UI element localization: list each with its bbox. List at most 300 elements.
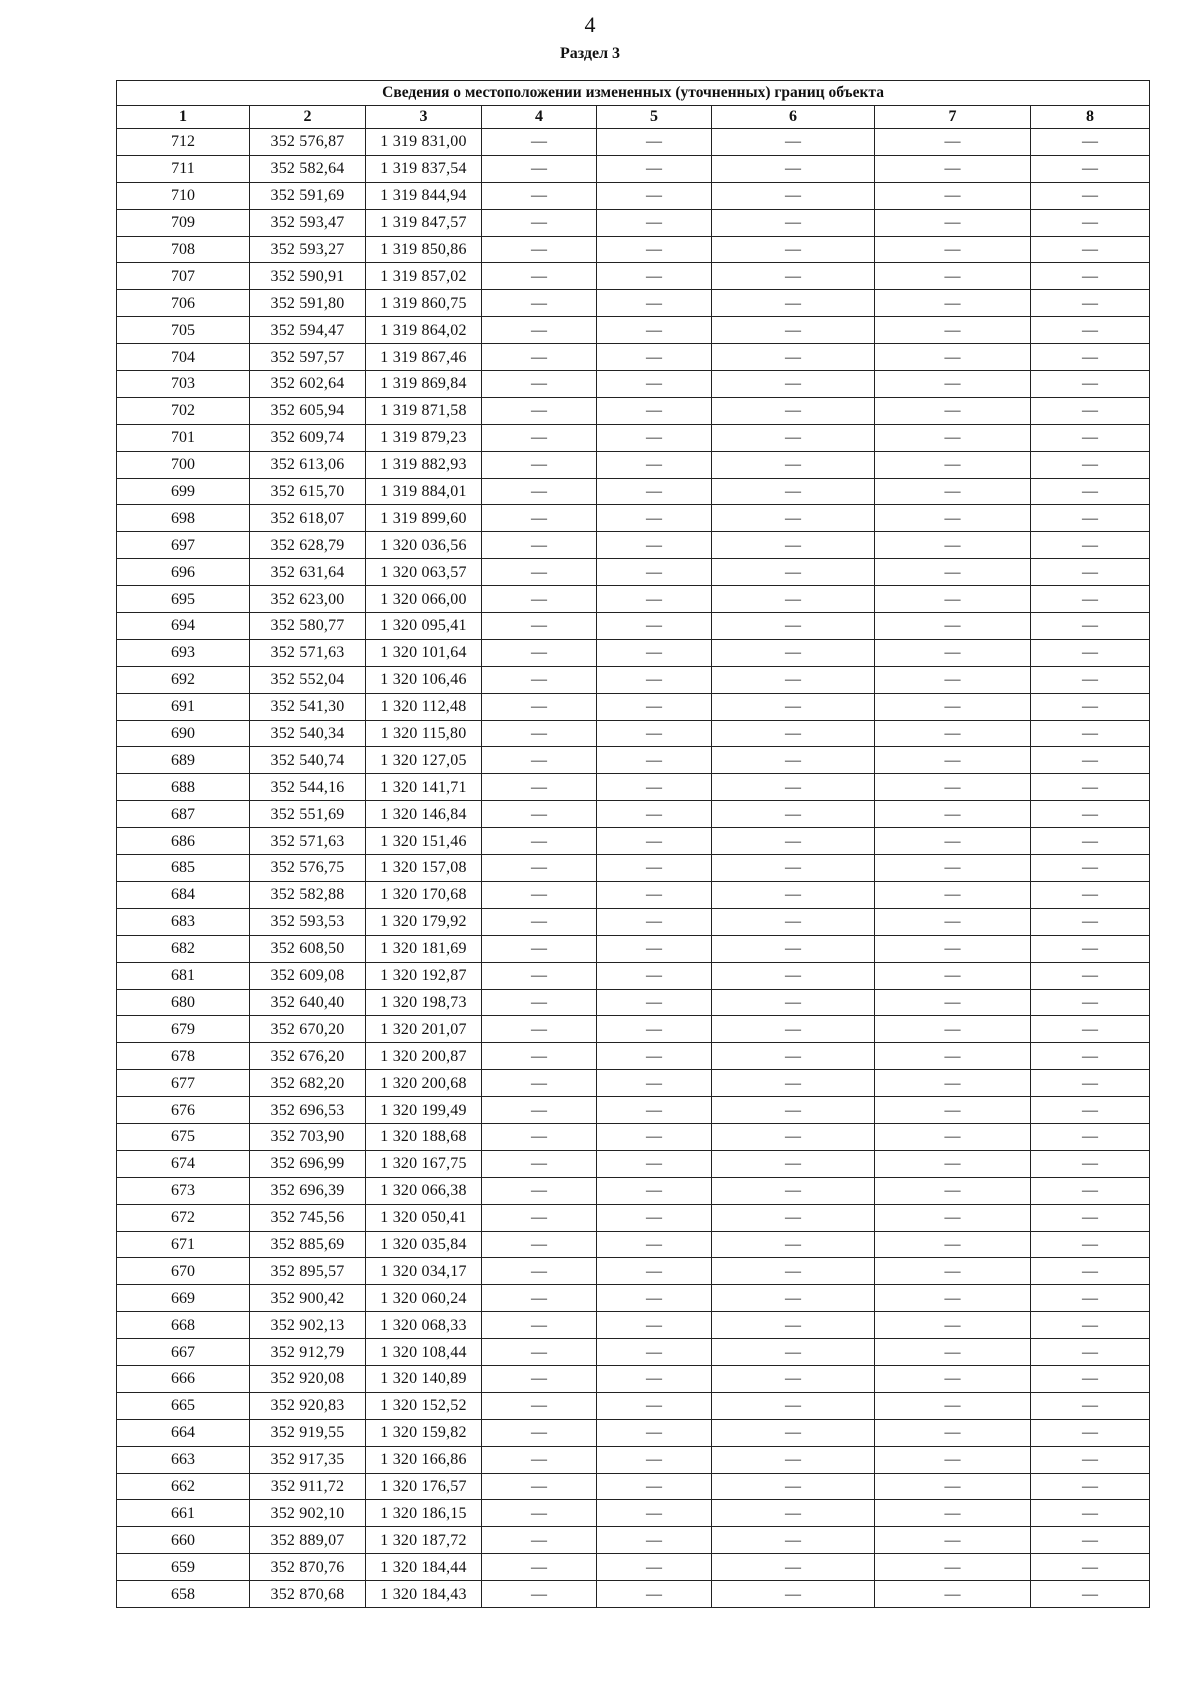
- empty-value-dash: —: [482, 317, 597, 344]
- empty-value-dash: —: [482, 1070, 597, 1097]
- empty-value-dash: —: [1031, 881, 1150, 908]
- empty-value-dash: —: [875, 639, 1031, 666]
- table-row: [117, 155, 1150, 182]
- x-coordinate-cell: 352 623,00: [250, 586, 366, 613]
- empty-value-dash: —: [1031, 1554, 1150, 1581]
- point-number-cell: 699: [117, 478, 250, 505]
- x-coordinate-cell: 352 593,27: [250, 236, 366, 263]
- y-coordinate-cell: 1 320 157,08: [366, 855, 482, 882]
- empty-value-dash: —: [597, 290, 712, 317]
- empty-value-dash: —: [597, 451, 712, 478]
- y-coordinate-cell: 1 320 186,15: [366, 1500, 482, 1527]
- empty-value-dash: —: [712, 129, 875, 156]
- empty-value-dash: —: [1031, 1285, 1150, 1312]
- empty-value-dash: —: [875, 532, 1031, 559]
- x-coordinate-cell: 352 870,76: [250, 1554, 366, 1581]
- y-coordinate-cell: 1 319 879,23: [366, 424, 482, 451]
- table-row: [117, 1231, 1150, 1258]
- empty-value-dash: —: [875, 962, 1031, 989]
- empty-value-dash: —: [1031, 532, 1150, 559]
- x-coordinate-cell: 352 895,57: [250, 1258, 366, 1285]
- empty-value-dash: —: [597, 855, 712, 882]
- empty-value-dash: —: [712, 720, 875, 747]
- empty-value-dash: —: [875, 182, 1031, 209]
- empty-value-dash: —: [597, 1231, 712, 1258]
- empty-value-dash: —: [482, 129, 597, 156]
- point-number-cell: 688: [117, 774, 250, 801]
- empty-value-dash: —: [875, 397, 1031, 424]
- empty-value-dash: —: [712, 908, 875, 935]
- empty-value-dash: —: [712, 263, 875, 290]
- empty-value-dash: —: [482, 344, 597, 371]
- table-row: [117, 828, 1150, 855]
- empty-value-dash: —: [597, 1419, 712, 1446]
- y-coordinate-cell: 1 319 837,54: [366, 155, 482, 182]
- y-coordinate-cell: 1 320 201,07: [366, 1016, 482, 1043]
- point-number-cell: 687: [117, 801, 250, 828]
- empty-value-dash: —: [1031, 1312, 1150, 1339]
- x-coordinate-cell: 352 580,77: [250, 613, 366, 640]
- column-number: 5: [597, 106, 712, 129]
- table-caption-row: [117, 81, 1150, 106]
- point-number-cell: 675: [117, 1123, 250, 1150]
- empty-value-dash: —: [482, 1527, 597, 1554]
- empty-value-dash: —: [482, 1016, 597, 1043]
- empty-value-dash: —: [712, 236, 875, 263]
- empty-value-dash: —: [482, 424, 597, 451]
- point-number-cell: 678: [117, 1043, 250, 1070]
- y-coordinate-cell: 1 320 181,69: [366, 935, 482, 962]
- y-coordinate-cell: 1 319 899,60: [366, 505, 482, 532]
- empty-value-dash: —: [597, 935, 712, 962]
- point-number-cell: 691: [117, 693, 250, 720]
- point-number-cell: 692: [117, 666, 250, 693]
- empty-value-dash: —: [875, 263, 1031, 290]
- empty-value-dash: —: [482, 881, 597, 908]
- empty-value-dash: —: [875, 209, 1031, 236]
- empty-value-dash: —: [482, 1150, 597, 1177]
- empty-value-dash: —: [597, 371, 712, 398]
- y-coordinate-cell: 1 319 884,01: [366, 478, 482, 505]
- point-number-cell: 679: [117, 1016, 250, 1043]
- empty-value-dash: —: [875, 1446, 1031, 1473]
- point-number-cell: 695: [117, 586, 250, 613]
- empty-value-dash: —: [482, 962, 597, 989]
- empty-value-dash: —: [875, 1554, 1031, 1581]
- empty-value-dash: —: [597, 317, 712, 344]
- x-coordinate-cell: 352 640,40: [250, 989, 366, 1016]
- point-number-cell: 683: [117, 908, 250, 935]
- table-row: [117, 935, 1150, 962]
- table-row: [117, 747, 1150, 774]
- empty-value-dash: —: [482, 1500, 597, 1527]
- empty-value-dash: —: [597, 747, 712, 774]
- empty-value-dash: —: [482, 828, 597, 855]
- empty-value-dash: —: [482, 1392, 597, 1419]
- empty-value-dash: —: [875, 666, 1031, 693]
- empty-value-dash: —: [1031, 155, 1150, 182]
- y-coordinate-cell: 1 320 068,33: [366, 1312, 482, 1339]
- empty-value-dash: —: [597, 1258, 712, 1285]
- empty-value-dash: —: [712, 935, 875, 962]
- empty-value-dash: —: [597, 1016, 712, 1043]
- empty-value-dash: —: [1031, 1392, 1150, 1419]
- y-coordinate-cell: 1 319 860,75: [366, 290, 482, 317]
- x-coordinate-cell: 352 551,69: [250, 801, 366, 828]
- empty-value-dash: —: [597, 1043, 712, 1070]
- point-number-cell: 662: [117, 1473, 250, 1500]
- empty-value-dash: —: [482, 720, 597, 747]
- empty-value-dash: —: [597, 129, 712, 156]
- point-number-cell: 673: [117, 1177, 250, 1204]
- table-row: [117, 1123, 1150, 1150]
- empty-value-dash: —: [1031, 1123, 1150, 1150]
- empty-value-dash: —: [712, 1123, 875, 1150]
- empty-value-dash: —: [1031, 505, 1150, 532]
- empty-value-dash: —: [712, 1070, 875, 1097]
- empty-value-dash: —: [875, 1419, 1031, 1446]
- x-coordinate-cell: 352 591,69: [250, 182, 366, 209]
- empty-value-dash: —: [597, 1581, 712, 1608]
- empty-value-dash: —: [597, 182, 712, 209]
- empty-value-dash: —: [1031, 209, 1150, 236]
- empty-value-dash: —: [875, 1016, 1031, 1043]
- empty-value-dash: —: [875, 371, 1031, 398]
- empty-value-dash: —: [1031, 1150, 1150, 1177]
- column-number: 6: [712, 106, 875, 129]
- point-number-cell: 667: [117, 1339, 250, 1366]
- y-coordinate-cell: 1 319 831,00: [366, 129, 482, 156]
- empty-value-dash: —: [1031, 344, 1150, 371]
- y-coordinate-cell: 1 320 167,75: [366, 1150, 482, 1177]
- empty-value-dash: —: [712, 1097, 875, 1124]
- table-row: [117, 1339, 1150, 1366]
- empty-value-dash: —: [482, 1123, 597, 1150]
- y-coordinate-cell: 1 320 050,41: [366, 1204, 482, 1231]
- y-coordinate-cell: 1 320 036,56: [366, 532, 482, 559]
- empty-value-dash: —: [597, 397, 712, 424]
- empty-value-dash: —: [712, 989, 875, 1016]
- table-row: [117, 989, 1150, 1016]
- empty-value-dash: —: [482, 586, 597, 613]
- empty-value-dash: —: [875, 1312, 1031, 1339]
- empty-value-dash: —: [712, 1446, 875, 1473]
- point-number-cell: 682: [117, 935, 250, 962]
- empty-value-dash: —: [1031, 613, 1150, 640]
- empty-value-dash: —: [482, 1097, 597, 1124]
- empty-value-dash: —: [1031, 290, 1150, 317]
- empty-value-dash: —: [482, 559, 597, 586]
- table-row: [117, 855, 1150, 882]
- point-number-cell: 698: [117, 505, 250, 532]
- point-number-cell: 671: [117, 1231, 250, 1258]
- empty-value-dash: —: [875, 855, 1031, 882]
- empty-value-dash: —: [712, 1365, 875, 1392]
- empty-value-dash: —: [712, 586, 875, 613]
- empty-value-dash: —: [1031, 1365, 1150, 1392]
- empty-value-dash: —: [1031, 1419, 1150, 1446]
- point-number-cell: 685: [117, 855, 250, 882]
- empty-value-dash: —: [482, 1581, 597, 1608]
- empty-value-dash: —: [482, 1043, 597, 1070]
- y-coordinate-cell: 1 320 184,44: [366, 1554, 482, 1581]
- empty-value-dash: —: [712, 1473, 875, 1500]
- table-row: [117, 1016, 1150, 1043]
- empty-value-dash: —: [712, 505, 875, 532]
- y-coordinate-cell: 1 320 200,87: [366, 1043, 482, 1070]
- x-coordinate-cell: 352 900,42: [250, 1285, 366, 1312]
- empty-value-dash: —: [597, 639, 712, 666]
- empty-value-dash: —: [875, 1365, 1031, 1392]
- y-coordinate-cell: 1 320 140,89: [366, 1365, 482, 1392]
- empty-value-dash: —: [1031, 129, 1150, 156]
- empty-value-dash: —: [597, 908, 712, 935]
- empty-value-dash: —: [1031, 586, 1150, 613]
- empty-value-dash: —: [1031, 317, 1150, 344]
- empty-value-dash: —: [875, 478, 1031, 505]
- empty-value-dash: —: [875, 1258, 1031, 1285]
- x-coordinate-cell: 352 544,16: [250, 774, 366, 801]
- point-number-cell: 705: [117, 317, 250, 344]
- point-number-cell: 689: [117, 747, 250, 774]
- empty-value-dash: —: [1031, 747, 1150, 774]
- table-row: [117, 1473, 1150, 1500]
- table-row: [117, 505, 1150, 532]
- x-coordinate-cell: 352 593,53: [250, 908, 366, 935]
- empty-value-dash: —: [597, 236, 712, 263]
- y-coordinate-cell: 1 320 192,87: [366, 962, 482, 989]
- point-number-cell: 702: [117, 397, 250, 424]
- empty-value-dash: —: [482, 1446, 597, 1473]
- empty-value-dash: —: [1031, 962, 1150, 989]
- empty-value-dash: —: [1031, 263, 1150, 290]
- empty-value-dash: —: [875, 1123, 1031, 1150]
- empty-value-dash: —: [875, 451, 1031, 478]
- empty-value-dash: —: [482, 451, 597, 478]
- empty-value-dash: —: [597, 1473, 712, 1500]
- table-row: [117, 1097, 1150, 1124]
- empty-value-dash: —: [875, 424, 1031, 451]
- empty-value-dash: —: [875, 613, 1031, 640]
- empty-value-dash: —: [1031, 1258, 1150, 1285]
- table-row: [117, 236, 1150, 263]
- table-row: [117, 693, 1150, 720]
- table-row: [117, 317, 1150, 344]
- table-row: [117, 532, 1150, 559]
- empty-value-dash: —: [482, 397, 597, 424]
- table-row: [117, 478, 1150, 505]
- empty-value-dash: —: [1031, 828, 1150, 855]
- empty-value-dash: —: [1031, 693, 1150, 720]
- empty-value-dash: —: [597, 478, 712, 505]
- empty-value-dash: —: [712, 397, 875, 424]
- x-coordinate-cell: 352 745,56: [250, 1204, 366, 1231]
- empty-value-dash: —: [482, 1473, 597, 1500]
- y-coordinate-cell: 1 320 187,72: [366, 1527, 482, 1554]
- x-coordinate-cell: 352 541,30: [250, 693, 366, 720]
- empty-value-dash: —: [597, 1150, 712, 1177]
- empty-value-dash: —: [875, 1527, 1031, 1554]
- empty-value-dash: —: [875, 290, 1031, 317]
- empty-value-dash: —: [597, 505, 712, 532]
- empty-value-dash: —: [875, 1043, 1031, 1070]
- empty-value-dash: —: [712, 1016, 875, 1043]
- empty-value-dash: —: [1031, 639, 1150, 666]
- empty-value-dash: —: [482, 666, 597, 693]
- point-number-cell: 676: [117, 1097, 250, 1124]
- empty-value-dash: —: [482, 1231, 597, 1258]
- empty-value-dash: —: [482, 505, 597, 532]
- x-coordinate-cell: 352 885,69: [250, 1231, 366, 1258]
- point-number-cell: 674: [117, 1150, 250, 1177]
- column-number: 2: [250, 106, 366, 129]
- empty-value-dash: —: [712, 1392, 875, 1419]
- table-row: [117, 774, 1150, 801]
- table-row: [117, 424, 1150, 451]
- empty-value-dash: —: [597, 559, 712, 586]
- table-caption: Сведения о местоположении измененных (уточненных) границ объекта: [117, 81, 1150, 106]
- empty-value-dash: —: [597, 155, 712, 182]
- empty-value-dash: —: [712, 774, 875, 801]
- x-coordinate-cell: 352 912,79: [250, 1339, 366, 1366]
- empty-value-dash: —: [712, 693, 875, 720]
- point-number-cell: 693: [117, 639, 250, 666]
- table-row: [117, 1177, 1150, 1204]
- empty-value-dash: —: [482, 1312, 597, 1339]
- empty-value-dash: —: [875, 801, 1031, 828]
- empty-value-dash: —: [1031, 371, 1150, 398]
- point-number-cell: 672: [117, 1204, 250, 1231]
- empty-value-dash: —: [1031, 1500, 1150, 1527]
- table-row: [117, 639, 1150, 666]
- point-number-cell: 696: [117, 559, 250, 586]
- x-coordinate-cell: 352 628,79: [250, 532, 366, 559]
- empty-value-dash: —: [712, 559, 875, 586]
- empty-value-dash: —: [1031, 855, 1150, 882]
- y-coordinate-cell: 1 319 882,93: [366, 451, 482, 478]
- empty-value-dash: —: [597, 1204, 712, 1231]
- y-coordinate-cell: 1 320 199,49: [366, 1097, 482, 1124]
- empty-value-dash: —: [1031, 1446, 1150, 1473]
- empty-value-dash: —: [482, 290, 597, 317]
- empty-value-dash: —: [482, 182, 597, 209]
- table-row: [117, 613, 1150, 640]
- empty-value-dash: —: [597, 1312, 712, 1339]
- point-number-cell: 663: [117, 1446, 250, 1473]
- column-number: 3: [366, 106, 482, 129]
- point-number-cell: 664: [117, 1419, 250, 1446]
- x-coordinate-cell: 352 696,53: [250, 1097, 366, 1124]
- point-number-cell: 660: [117, 1527, 250, 1554]
- x-coordinate-cell: 352 682,20: [250, 1070, 366, 1097]
- empty-value-dash: —: [482, 1204, 597, 1231]
- table-row: [117, 344, 1150, 371]
- empty-value-dash: —: [1031, 182, 1150, 209]
- empty-value-dash: —: [482, 908, 597, 935]
- empty-value-dash: —: [875, 1204, 1031, 1231]
- empty-value-dash: —: [875, 908, 1031, 935]
- empty-value-dash: —: [597, 1339, 712, 1366]
- empty-value-dash: —: [875, 881, 1031, 908]
- empty-value-dash: —: [597, 1392, 712, 1419]
- empty-value-dash: —: [712, 290, 875, 317]
- empty-value-dash: —: [1031, 1070, 1150, 1097]
- point-number-cell: 658: [117, 1581, 250, 1608]
- empty-value-dash: —: [597, 666, 712, 693]
- x-coordinate-cell: 352 590,91: [250, 263, 366, 290]
- empty-value-dash: —: [712, 317, 875, 344]
- empty-value-dash: —: [482, 613, 597, 640]
- y-coordinate-cell: 1 319 869,84: [366, 371, 482, 398]
- x-coordinate-cell: 352 618,07: [250, 505, 366, 532]
- empty-value-dash: —: [482, 855, 597, 882]
- empty-value-dash: —: [482, 1177, 597, 1204]
- empty-value-dash: —: [712, 881, 875, 908]
- empty-value-dash: —: [875, 1231, 1031, 1258]
- x-coordinate-cell: 352 696,39: [250, 1177, 366, 1204]
- y-coordinate-cell: 1 320 176,57: [366, 1473, 482, 1500]
- empty-value-dash: —: [1031, 1097, 1150, 1124]
- x-coordinate-cell: 352 920,08: [250, 1365, 366, 1392]
- table-row: [117, 1500, 1150, 1527]
- x-coordinate-cell: 352 902,13: [250, 1312, 366, 1339]
- empty-value-dash: —: [482, 1419, 597, 1446]
- empty-value-dash: —: [597, 1554, 712, 1581]
- empty-value-dash: —: [1031, 774, 1150, 801]
- empty-value-dash: —: [1031, 1527, 1150, 1554]
- point-number-cell: 661: [117, 1500, 250, 1527]
- point-number-cell: 697: [117, 532, 250, 559]
- table-row: [117, 1258, 1150, 1285]
- empty-value-dash: —: [482, 935, 597, 962]
- empty-value-dash: —: [1031, 559, 1150, 586]
- table-row: [117, 182, 1150, 209]
- table-row: [117, 1446, 1150, 1473]
- y-coordinate-cell: 1 319 857,02: [366, 263, 482, 290]
- empty-value-dash: —: [1031, 1177, 1150, 1204]
- point-number-cell: 659: [117, 1554, 250, 1581]
- table-row: [117, 1204, 1150, 1231]
- x-coordinate-cell: 352 920,83: [250, 1392, 366, 1419]
- empty-value-dash: —: [712, 1043, 875, 1070]
- empty-value-dash: —: [1031, 1016, 1150, 1043]
- empty-value-dash: —: [1031, 397, 1150, 424]
- point-number-cell: 701: [117, 424, 250, 451]
- table-row: [117, 908, 1150, 935]
- point-number-cell: 710: [117, 182, 250, 209]
- y-coordinate-cell: 1 320 066,00: [366, 586, 482, 613]
- empty-value-dash: —: [597, 774, 712, 801]
- empty-value-dash: —: [875, 935, 1031, 962]
- empty-value-dash: —: [597, 1446, 712, 1473]
- empty-value-dash: —: [1031, 908, 1150, 935]
- table-row: [117, 586, 1150, 613]
- table-row: [117, 1150, 1150, 1177]
- y-coordinate-cell: 1 320 200,68: [366, 1070, 482, 1097]
- y-coordinate-cell: 1 320 151,46: [366, 828, 482, 855]
- table-row: [117, 666, 1150, 693]
- y-coordinate-cell: 1 320 166,86: [366, 1446, 482, 1473]
- empty-value-dash: —: [1031, 236, 1150, 263]
- x-coordinate-cell: 352 602,64: [250, 371, 366, 398]
- point-number-cell: 694: [117, 613, 250, 640]
- y-coordinate-cell: 1 320 152,52: [366, 1392, 482, 1419]
- point-number-cell: 666: [117, 1365, 250, 1392]
- empty-value-dash: —: [875, 828, 1031, 855]
- empty-value-dash: —: [482, 371, 597, 398]
- x-coordinate-cell: 352 576,75: [250, 855, 366, 882]
- x-coordinate-cell: 352 902,10: [250, 1500, 366, 1527]
